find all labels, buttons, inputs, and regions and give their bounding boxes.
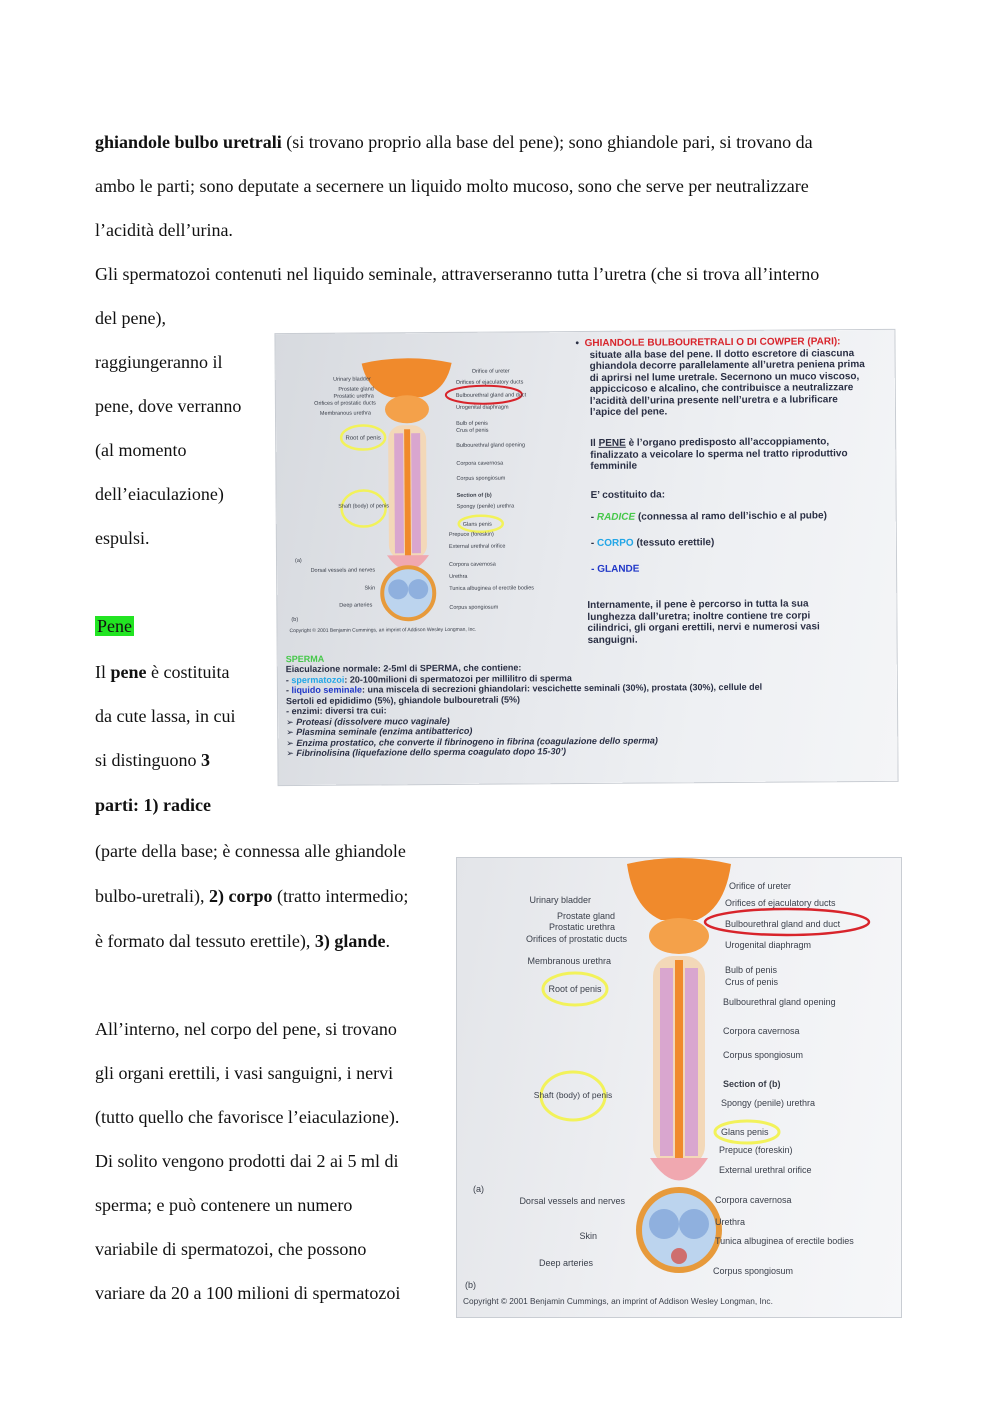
anatomy-diagram-large: [457, 858, 901, 1317]
bold-term: parti: 1) radice: [95, 795, 211, 815]
corpora-right-shape: [685, 968, 698, 1156]
corpora-left-shape: [660, 968, 673, 1156]
paragraph-line: [95, 783, 211, 827]
label-prepuce: Prepuce (foreskin): [719, 1145, 793, 1155]
label-section-of-b: Section of (b): [456, 492, 492, 499]
slide-text-line: di aprirsi nel lume uretrale. Secernono un muco viscoso,: [589, 370, 860, 384]
panel-a-label: (a): [473, 1184, 484, 1194]
label-spongy-urethra: Spongy (penile) urethra: [721, 1098, 816, 1108]
slide-text-line: appiccicoso e alcalino, che contribuisce a neutralizzare: [589, 382, 854, 395]
label-corpus-spongiosum-b: Corpus spongiosum: [449, 604, 499, 611]
label-gland-opening: Bulbourethral gland opening: [723, 997, 836, 1007]
label-bulb-of-penis: Bulb of penis: [725, 965, 778, 975]
paragraph-line: (parte della base; è connessa alle ghiandole: [95, 841, 406, 861]
label-tunica-albuginea: Tunica albuginea of erectile bodies: [449, 585, 535, 592]
label-section-of-b: Section of (b): [723, 1079, 781, 1089]
text-span: (tessuto erettile): [633, 537, 715, 549]
cross-section-right-shape: [679, 1209, 709, 1239]
label-urethra: Urethra: [715, 1217, 746, 1227]
pene-block: [590, 436, 890, 473]
text-span: Il: [590, 437, 599, 449]
label-bulbourethral-gland: Bulbourethral gland and duct: [455, 392, 527, 399]
label-orifice-of-ureter: Orifice of ureter: [729, 881, 792, 891]
paragraph-line: Di solito vengono prodotti dai 2 ai 5 ml di: [95, 1151, 399, 1171]
bold-term: 3) glande: [314, 931, 386, 951]
slide-text-line: ➢ Fibrinolisina (liquefazione dello sperma coagulato dopo 15-30’): [286, 746, 566, 759]
glande-term: - GLANDE: [591, 563, 640, 575]
label-bulb-of-penis: Bulb of penis: [456, 420, 488, 427]
label-prostate-gland: Prostate gland: [338, 386, 374, 393]
corpo-term: CORPO: [596, 537, 634, 549]
bold-term: 2) corpo: [208, 886, 273, 906]
paragraph-line: [95, 738, 210, 782]
text-span: è l’organo predisposto all’accoppiamento,: [625, 436, 830, 449]
paragraph-line: [95, 919, 390, 963]
paragraph-line: All’interno, nel corpo del pene, si trovano: [95, 1019, 397, 1039]
label-membranous-urethra: Membranous urethra: [319, 410, 372, 417]
cross-section-left-shape: [388, 579, 408, 599]
paragraph-line: del pene),: [95, 308, 166, 328]
label-skin: Skin: [579, 1231, 597, 1241]
urinary-bladder-shape: [362, 358, 452, 398]
slide-text-line: E’ costituito da:: [590, 489, 666, 501]
slide-text-line: Eiaculazione normale: 2-5ml di SPERMA, che contiene:: [285, 662, 522, 675]
paragraph-line: gli organi erettili, i vasi sanguigni, i nervi: [95, 1063, 394, 1083]
label-orifices-prostatic-ducts: Orifices of prostatic ducts: [314, 400, 376, 407]
label-corpora-cavernosa-b: Corpora cavernosa: [715, 1195, 792, 1205]
cross-section-right-shape: [408, 579, 428, 599]
slide-text-line: ➢ Plasmina seminale (enzima antibatterico): [286, 725, 473, 738]
label-urogenital-diaphragm: Urogenital diaphragm: [725, 940, 812, 950]
corpora-right-shape: [411, 433, 421, 553]
panel-b-label: (b): [465, 1280, 476, 1290]
slide-text-line: Sertoli ed epididimo (5%), ghiandole bulbouretrali (5%): [285, 693, 521, 706]
corpora-left-shape: [394, 433, 404, 553]
text-span: : 20-100milioni di spermatozoi per millilitro di sperma: [344, 672, 572, 685]
label-corpus-spongiosum-b: Corpus spongiosum: [713, 1266, 794, 1276]
label-corpora-cavernosa: Corpora cavernosa: [723, 1026, 800, 1036]
slide-text-line: Internamente, il pene è percorso in tutta la sua: [587, 598, 809, 611]
paragraph-line: pene, dove verranno: [95, 396, 242, 416]
label-tunica-albuginea: Tunica albuginea of erectile bodies: [715, 1236, 854, 1246]
label-root-of-penis: Root of penis: [345, 435, 381, 442]
underlined-term: PENE: [598, 437, 626, 449]
paragraph-line: variare da 20 a 100 milioni di spermatozoi: [95, 1283, 401, 1303]
paragraph-line: [95, 874, 408, 918]
label-shaft-of-penis: Shaft (body) of penis: [533, 1090, 613, 1100]
label-membranous-urethra: Membranous urethra: [527, 956, 611, 966]
label-bulbourethral-gland: Bulbourethral gland and duct: [725, 919, 841, 929]
label-dorsal-vessels: Dorsal vessels and nerves: [310, 567, 376, 574]
text-span: si distinguono: [95, 750, 202, 770]
bold-term: ghiandole bulbo uretrali: [95, 132, 282, 152]
bullet-symbol: •: [575, 338, 580, 350]
label-prostatic-urethra: Prostatic urethra: [333, 393, 374, 400]
text-span: -: [285, 685, 292, 696]
cross-section-left-shape: [649, 1209, 679, 1239]
label-root-of-penis: Root of penis: [548, 984, 602, 994]
paragraph-line: (al momento: [95, 440, 187, 460]
slide-text-line: finalizzato a veicolare lo sperma nel tratto riproduttivo: [590, 447, 848, 461]
label-deep-arteries: Deep arteries: [339, 602, 373, 609]
slide-text-line: - enzimi: diversi tra cui:: [286, 705, 387, 717]
paragraph-line: l’acidità dell’urina.: [95, 220, 233, 240]
text-span: : una miscela di secrezioni ghiandolari: vescichette seminali (30%), prostata (30%), cellule del: [361, 681, 763, 695]
text-span: -: [590, 511, 597, 523]
paragraph-line: ambo le parti; sono deputate a secernere un liquido molto mucoso, sono che serve per neutralizzare: [95, 176, 809, 196]
urinary-bladder-shape: [627, 858, 731, 920]
radice-term: RADICE: [596, 511, 636, 523]
panel-a-label: (a): [294, 557, 302, 565]
sperma-block: [286, 650, 895, 759]
paragraph-line: da cute lassa, in cui: [95, 706, 236, 726]
paragraph-line: sperma; e può contenere un numero: [95, 1195, 353, 1215]
slide-text-line: situate alla base del pene. Il dotto escretore di ciascuna: [589, 347, 855, 361]
paragraph-line: [95, 120, 813, 164]
text-span: Il: [95, 662, 111, 682]
label-dorsal-vessels: Dorsal vessels and nerves: [519, 1196, 625, 1206]
panel-b-label: (b): [291, 617, 299, 624]
slide-text-line: l’apice del pene.: [589, 406, 668, 418]
label-orifice-of-ureter: Orifice of ureter: [471, 368, 510, 375]
prostate-shape: [649, 918, 709, 954]
text-span: (tratto intermedio;: [272, 886, 409, 906]
slide-text-line: ghiandola decorre parallelamente all’uretra peniena prima: [589, 359, 865, 372]
cross-section-urethra-shape: [671, 1248, 687, 1264]
spermatozoi-term: spermatozoi: [291, 674, 345, 685]
label-external-urethral-orifice: External urethral orifice: [719, 1165, 812, 1175]
bold-term: 3: [201, 750, 211, 770]
slide-text-line: femminile: [590, 460, 638, 472]
label-spongy-urethra: Spongy (penile) urethra: [456, 503, 515, 510]
section-heading: [95, 604, 134, 648]
highlighted-heading: Pene: [97, 616, 132, 636]
liquido-term: liquido seminale: [291, 684, 362, 696]
label-ejaculatory-ducts: Orifices of ejaculatory ducts: [455, 379, 524, 386]
label-prepuce: Prepuce (foreskin): [448, 531, 494, 538]
paragraph-line: (tutto quello che favorisce l’eiaculazione).: [95, 1107, 400, 1127]
slide-text-line: ➢ Enzima prostatico, che converte il fibrinogeno in fibrina (coagulazione dello sperma): [286, 735, 658, 748]
text-span: (si trovano proprio alla base del pene); sono ghiandole pari, si trovano da: [281, 132, 813, 152]
paragraph-line: [95, 650, 229, 694]
paragraph-line: espulsi.: [95, 528, 150, 548]
slide-text-line: lunghezza dall’uretra; inoltre contiene tre corpi: [587, 609, 811, 623]
text-span: -: [590, 537, 598, 549]
sperma-title: SPERMA: [285, 653, 325, 665]
label-prostate-gland: Prostate gland: [556, 911, 615, 921]
label-corpus-spongiosum: Corpus spongiosum: [723, 1050, 804, 1060]
label-urinary-bladder: Urinary bladder: [333, 376, 371, 383]
text-span: (connessa al ramo dell’ischio e al pube): [635, 510, 827, 523]
slide-photo-anatomy-diagram: [457, 858, 901, 1317]
prostate-shape: [385, 395, 429, 423]
glans-shape: [650, 1158, 708, 1181]
urethra-shape: [675, 960, 683, 1164]
slide-text-line: sanguigni.: [587, 634, 638, 646]
slide-photo-anatomy-text: [275, 330, 897, 785]
label-crus-of-penis: Crus of penis: [725, 977, 779, 987]
bold-term: pene: [110, 662, 147, 682]
label-glans-penis: Glans penis: [462, 521, 492, 528]
label-corpora-cavernosa-b: Corpora cavernosa: [449, 561, 496, 568]
text-span: .: [385, 931, 390, 951]
slide-text-line: cilindrici, gli organi erettili, nervi e numerosi vasi: [587, 621, 820, 634]
paragraph-line: dell’eiaculazione): [95, 484, 224, 504]
label-glans-penis: Glans penis: [721, 1127, 769, 1137]
slide-text-line: ➢ Proteasi (dissolvere muco vaginale): [286, 715, 450, 727]
text-span: -: [285, 674, 292, 685]
text-span: è formato dal tessuto erettile),: [95, 931, 315, 951]
label-prostatic-urethra: Prostatic urethra: [548, 922, 615, 932]
label-orifices-prostatic-ducts: Orifices of prostatic ducts: [525, 934, 627, 944]
label-ejaculatory-ducts: Orifices of ejaculatory ducts: [725, 898, 836, 908]
paragraph-line: raggiungeranno il: [95, 352, 223, 372]
label-deep-arteries: Deep arteries: [538, 1258, 593, 1268]
text-span: è costituita: [146, 662, 230, 682]
label-skin: Skin: [364, 585, 376, 592]
label-external-urethral-orifice: External urethral orifice: [448, 543, 506, 550]
slide-text-line: l’acidità dell’urina presente nell’uretra e a lubrificare: [589, 393, 838, 407]
internamente-block: [587, 598, 889, 646]
label-corpora-cavernosa: Corpora cavernosa: [456, 460, 504, 467]
paragraph-line: Gli spermatozoi contenuti nel liquido seminale, attraverseranno tutta l’uretra (che si trova all’interno: [95, 264, 820, 284]
copyright-text: Copyright © 2001 Benjamin Cummings, an imprint of Addison Wesley Longman, Inc.: [289, 626, 477, 635]
label-gland-opening: Bulbourethral gland opening: [456, 442, 526, 449]
label-shaft-of-penis: Shaft (body) of penis: [338, 503, 390, 510]
label-crus-of-penis: Crus of penis: [456, 427, 489, 434]
label-corpus-spongiosum: Corpus spongiosum: [456, 475, 506, 482]
label-urethra: Urethra: [449, 573, 468, 580]
label-urinary-bladder: Urinary bladder: [529, 895, 591, 905]
copyright-text: Copyright © 2001 Benjamin Cummings, an imprint of Addison Wesley Longman, Inc.: [463, 1296, 773, 1306]
cowper-title: GHIANDOLE BULBOURETRALI O DI COWPER (PARI):: [584, 336, 841, 350]
label-urogenital-diaphragm: Urogenital diaphragm: [455, 404, 509, 411]
urethra-shape: [404, 429, 411, 557]
text-span: bulbo-uretrali),: [95, 886, 209, 906]
paragraph-line: variabile di spermatozoi, che possono: [95, 1239, 367, 1259]
cowper-block: [575, 336, 888, 419]
